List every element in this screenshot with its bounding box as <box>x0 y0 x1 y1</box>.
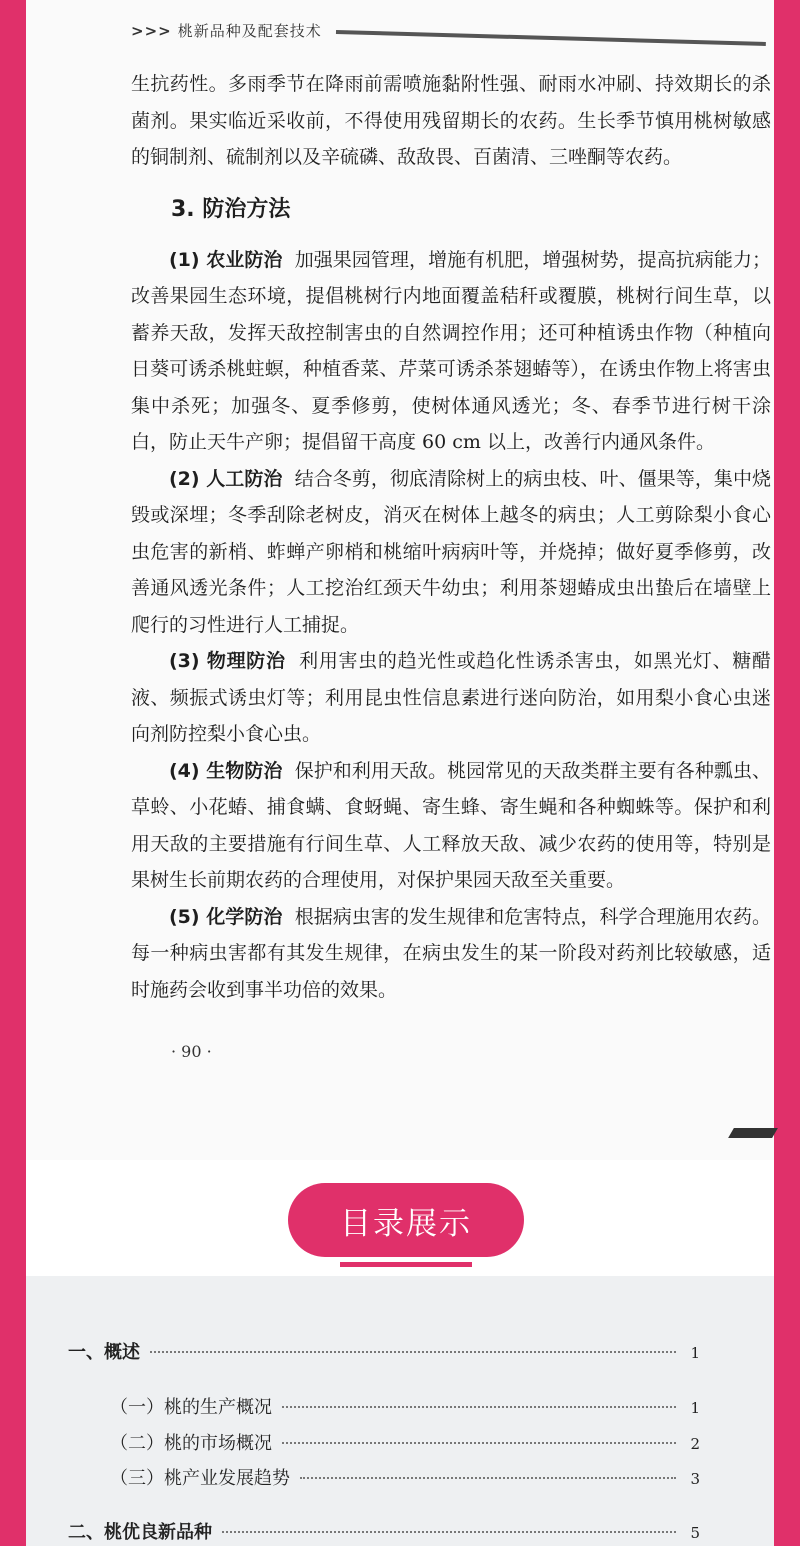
left-border <box>0 0 26 1546</box>
section-banner-toc: 目录展示 <box>288 1183 524 1257</box>
right-border <box>774 0 800 1546</box>
toc-leader <box>282 1442 676 1444</box>
toc-leader <box>300 1477 676 1479</box>
running-header-title: 桃新品种及配套技术 <box>177 22 322 40</box>
header-rule <box>336 30 766 46</box>
paragraph-manual <box>131 461 771 644</box>
paragraph-lead: (2) 人工防治 <box>169 467 283 490</box>
toc-chapter <box>68 1338 700 1364</box>
running-header <box>131 20 322 41</box>
paragraph-text: 根据病虫害的发生规律和危害特点，科学合理施用农药。每一种病虫害都有其发生规律，在病虫发生的某一阶段对药剂比较敏感，适时施药会收到事半功倍的效果。 <box>131 905 771 1001</box>
continuation-paragraph: 生抗药性。多雨季节在降雨前需喷施黏附性强、耐雨水冲刷、持效期长的杀菌剂。果实临近采收前，不得使用残留期长的农药。生长季节慎用桃树敏感的铜制剂、硫制剂以及辛硫磷、敌敌畏、百菌清、三唑酮等农药。 <box>131 73 771 168</box>
toc-page-number: 3 <box>690 1470 700 1488</box>
toc-page-number: 2 <box>690 1435 700 1453</box>
page-number: · 90 · <box>171 1042 212 1061</box>
toc-chapter <box>68 1518 700 1544</box>
paragraph-lead: (3) 物理防治 <box>169 650 286 672</box>
paragraph-text: 利用害虫的趋光性或趋化性诱杀害虫，如黑光灯、糖醋液、频振式诱虫灯等；利用昆虫性信息素进行迷向防治，如用梨小食心虫迷向剂防控梨小食心虫。 <box>131 650 771 745</box>
paragraph-agricultural <box>131 242 771 461</box>
toc-item <box>110 1464 700 1490</box>
toc-leader <box>150 1351 676 1353</box>
paragraph-text: 结合冬剪，彻底清除树上的病虫枝、叶、僵果等，集中烧毁或深埋；冬季刮除老树皮，消灭在树体上越冬的病虫；人工剪除梨小食心虫危害的新梢、蚱蝉产卵梢和桃缩叶病病叶等，并烧掉；做好夏季修剪，改善通风透光条件；人工挖治红颈天牛幼虫；利用茶翅蝽成虫出蛰后在墙壁上爬行的习性进行人工捕捉。 <box>131 467 771 636</box>
paragraph-lead: (1) 农业防治 <box>169 248 283 271</box>
toc-label: （二）桃的市场概况 <box>110 1433 272 1454</box>
paragraph-biological <box>131 753 771 899</box>
chevrons-icon: >>> <box>131 22 172 40</box>
banner-underline <box>340 1262 472 1267</box>
paragraph-lead: (5) 化学防治 <box>169 905 283 928</box>
toc-item <box>110 1429 700 1455</box>
section-title: 3. 防治方法 <box>171 196 291 222</box>
toc-item <box>110 1393 700 1419</box>
paragraph-chemical <box>131 899 771 1009</box>
page-corner-shadow <box>728 1128 778 1138</box>
toc-page-number: 1 <box>690 1344 700 1362</box>
toc-leader <box>222 1531 676 1533</box>
paragraph-lead: (4) 生物防治 <box>169 759 283 782</box>
toc-leader <box>282 1406 676 1408</box>
toc-label: 一、概述 <box>68 1342 140 1363</box>
paragraph-text: 加强果园管理，增施有机肥，增强树势，提高抗病能力；改善果园生态环境，提倡桃树行内地面覆盖秸秆或覆膜，桃树行间生草，以蓄养天敌，发挥天敌控制害虫的自然调控作用；还可种植诱虫作物（种植向日葵可诱杀桃蛀螟，种植香菜、芹菜可诱杀茶翅蝽等），在诱虫作物上将害虫集中杀死；加强冬、夏季修剪，使树体通风透光；冬、春季节进行树干涂白，防止天牛产卵；提倡留干高度 60 cm 以上，改善行内通风条件。 <box>131 248 771 453</box>
paragraph-physical <box>131 643 771 753</box>
toc-label: 二、桃优良新品种 <box>68 1522 212 1543</box>
page-body <box>131 66 771 1008</box>
toc-page-number: 5 <box>690 1524 700 1542</box>
toc-page-number: 1 <box>690 1399 700 1417</box>
toc-page-photo <box>26 1276 774 1546</box>
toc-label: （一）桃的生产概况 <box>110 1397 272 1418</box>
paragraph-text: 保护和利用天敌。桃园常见的天敌类群主要有各种瓢虫、草蛉、小花蝽、捕食螨、食蚜蝇、寄生蜂、寄生蝇和各种蜘蛛等。保护和利用天敌的主要措施有行间生草、人工释放天敌、减少农药的使用等，特别是果树生长前期农药的合理使用，对保护果园天敌至关重要。 <box>131 759 771 891</box>
book-page-photo <box>26 0 774 1160</box>
toc-label: （三）桃产业发展趋势 <box>110 1468 290 1489</box>
